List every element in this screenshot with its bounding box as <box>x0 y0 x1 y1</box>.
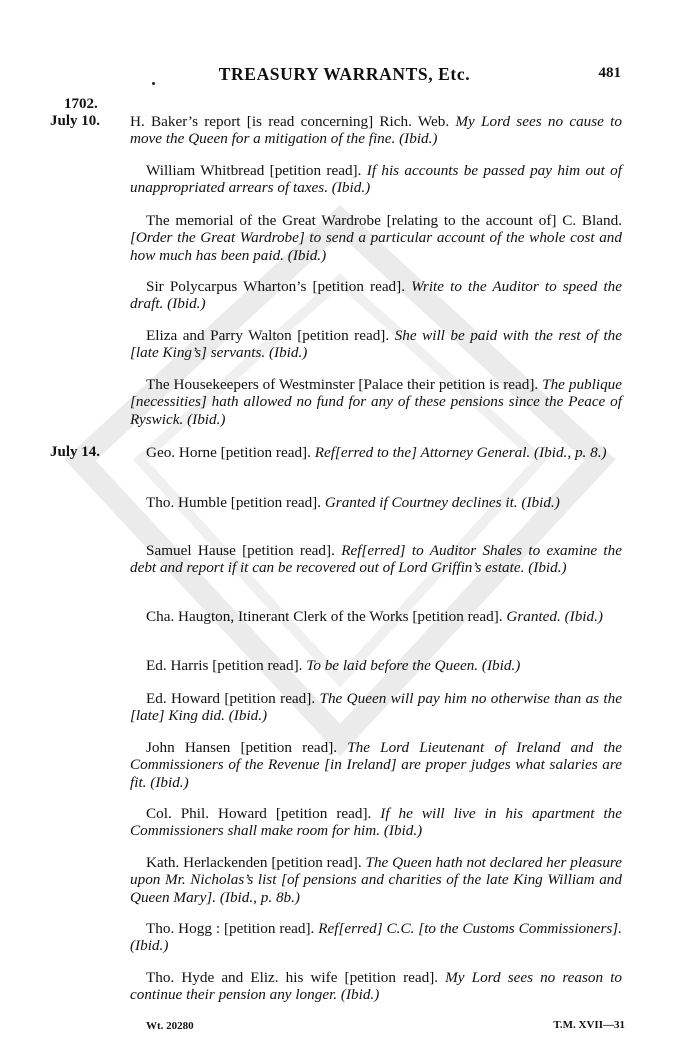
entry-11 <box>130 657 622 674</box>
entry-citation: (Ibid.) <box>399 130 438 148</box>
entry-lead: Cha. Haugton, Itinerant Clerk of the Works [petition read]. <box>146 608 503 625</box>
entry-decision: To be laid before the Queen. <box>306 657 479 674</box>
entry-lead: John Hansen [petition read]. <box>146 739 338 756</box>
entry-citation: (Ibid.) <box>287 246 327 264</box>
entry-lead: Samuel Hause [petition read]. <box>146 542 335 559</box>
entry-lead: Ed. Harris [petition read]. <box>146 657 303 674</box>
entry-9 <box>130 542 622 577</box>
entry-decision: Granted. <box>506 608 561 625</box>
entry-decision: Ref[erred] C.C. [to the Customs Commissioners]. <box>318 920 622 937</box>
entry-citation: (Ibid., p. 8b.) <box>219 888 300 906</box>
entry-citation: (Ibid., p. 8.) <box>534 444 607 461</box>
entry-citation: (Ibid.) <box>481 657 521 674</box>
entry-1 <box>130 113 622 148</box>
entry-decision: Write to the Auditor to speed the draft. <box>130 278 622 313</box>
entry-lead: H. Baker’s report [is read concerning] Rich. Web. <box>130 113 450 130</box>
page-number: 481 <box>598 65 621 81</box>
entry-lead: The Housekeepers of Westminster [Palace their petition is read]. <box>146 376 539 393</box>
entry-6 <box>130 376 622 428</box>
entry-citation: (Ibid.) <box>521 494 560 511</box>
entry-citation: (Ibid.) <box>340 986 380 1004</box>
entry-lead: Geo. Horne [petition read]. <box>146 444 311 461</box>
entry-13 <box>130 739 622 791</box>
entry-7 <box>130 444 622 461</box>
entry-decision: The Queen will pay him no otherwise than as the [late] King did. <box>130 690 622 725</box>
entry-5 <box>130 327 622 362</box>
entry-citation: (Ibid.) <box>331 179 371 197</box>
entry-decision: Ref[erred] to Auditor Shales to examine the debt and report if it can be recovered out of Lord Griffin’s estate. <box>130 542 622 577</box>
date-july-14: July 14. <box>50 444 101 460</box>
entry-lead: The memorial of the Great Wardrobe [relating to the account of] C. Bland. <box>146 212 622 229</box>
entry-decision: If his accounts be passed pay him out of unappropriated arrears of taxes. <box>130 162 622 197</box>
entry-10 <box>130 608 622 625</box>
entry-lead: Kath. Herlackenden [petition read]. <box>146 854 362 871</box>
entry-4 <box>130 278 622 313</box>
entry-15 <box>130 854 622 906</box>
entry-lead: Eliza and Parry Walton [petition read]. <box>146 327 390 344</box>
entry-citation: (Ibid.) <box>564 608 603 625</box>
entry-citation: (Ibid.) <box>130 937 169 955</box>
entry-decision: My Lord sees no reason to continue their pension any longer. <box>130 969 623 1004</box>
entry-decision: If he will live in his apartment the Commissioners shall make room for him. <box>130 805 622 840</box>
entry-8 <box>130 494 622 511</box>
entry-citation: (Ibid.) <box>228 707 268 725</box>
entry-3 <box>130 212 622 264</box>
entry-citation: (Ibid.) <box>268 344 308 362</box>
footer-print-code: Wt. 20280 <box>146 1020 194 1032</box>
entry-lead: Tho. Humble [petition read]. <box>146 494 322 511</box>
entry-citation: (Ibid.) <box>528 559 567 577</box>
entry-lead: Tho. Hyde and Eliz. his wife [petition read]. <box>146 969 439 986</box>
entry-lead: Sir Polycarpus Wharton’s [petition read]. <box>146 278 406 295</box>
date-july-10: July 10. <box>50 113 101 129</box>
entry-2 <box>130 162 622 197</box>
entry-14 <box>130 805 622 840</box>
entry-lead: William Whitbread [petition read]. <box>146 162 362 179</box>
entry-decision: She will be paid with the rest of the [late King’s] servants. <box>130 327 622 362</box>
entry-citation: (Ibid.) <box>383 822 423 840</box>
entry-decision: My Lord sees no cause to move the Queen for a mitigation of the fine. <box>130 113 622 148</box>
entry-decision: The Queen hath not declared her pleasure upon Mr. Nicholas’s list [of pensions and charities of the late King William and Queen Mary]. <box>130 854 623 906</box>
entry-12 <box>130 690 622 725</box>
entry-lead: Col. Phil. Howard [petition read]. <box>146 805 372 822</box>
footer-volume-ref: T.M. XVII—31 <box>553 1019 625 1031</box>
entry-decision: The Lord Lieutenant of Ireland and the Commissioners of the Revenue [in Ireland] are proper judges what salaries are fit. <box>130 739 623 791</box>
year-label: 1702. <box>64 96 98 112</box>
entry-decision: The publique [necessities] hath allowed no fund for any of these pensions since the Peace of Ryswick. <box>130 376 623 428</box>
entry-16 <box>130 920 622 955</box>
entry-lead: Tho. Hogg : [petition read]. <box>146 920 315 937</box>
header-title: TREASURY WARRANTS, Etc. <box>218 64 471 84</box>
entry-decision: Ref[erred to the] Attorney General. <box>314 444 531 461</box>
entry-citation: (Ibid.) <box>187 410 226 428</box>
running-header <box>0 64 673 86</box>
entry-citation: (Ibid.) <box>167 295 206 313</box>
entry-lead: Ed. Howard [petition read]. <box>146 690 316 707</box>
entry-citation: (Ibid.) <box>150 773 189 791</box>
entry-decision: [Order the Great Wardrobe] to send a particular account of the whole cost and how much has been paid. <box>130 229 622 264</box>
entry-decision: Granted if Courtney declines it. <box>324 494 518 511</box>
entry-17 <box>130 969 622 1004</box>
